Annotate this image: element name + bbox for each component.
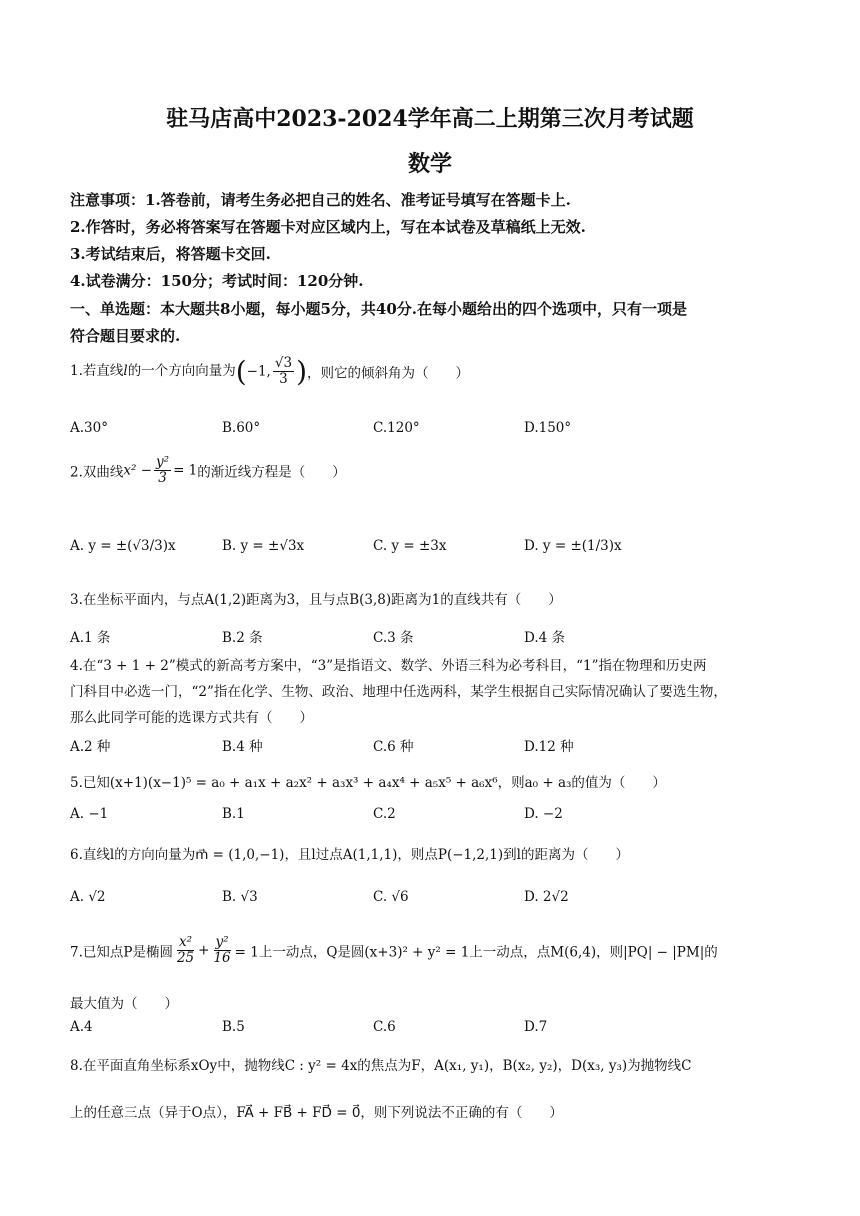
q1-pre: 1.若直线 bbox=[70, 363, 124, 379]
q5-option-b: B.1 bbox=[222, 806, 245, 822]
exam-title: 驻马店高中2023-2024学年高二上期第三次月考试题 bbox=[166, 106, 694, 132]
q2-option-c: C. y = ±3x bbox=[373, 538, 447, 554]
subject-title: 数学 bbox=[407, 151, 452, 177]
question-3-stem: 3.在坐标平面内，与点A(1,2)距离为3，且与点B(3,8)距离为1的直线共有（ ） bbox=[70, 592, 562, 608]
q5-option-a: A. −1 bbox=[70, 806, 109, 822]
q7-mid: = 1上一动点，Q是圆(x+3)² + y² = 1上一动点，点M(6,4)，则|PQ| − |PM|的 bbox=[234, 944, 718, 961]
notes-line-4: 4.试卷满分：150分；考试时间：120分钟. bbox=[70, 272, 364, 290]
q3-option-c: C.3 条 bbox=[373, 630, 414, 646]
q7-option-d: D.7 bbox=[524, 1019, 548, 1035]
section-heading-line-2: 符合题目要求的. bbox=[70, 327, 181, 345]
q2-pre: 2.双曲线 bbox=[70, 464, 124, 481]
question-4-line-2: 门科目中必选一门，“2”指在化学、生物、政治、地理中任选两科，某学生根据自己实际情况确认了要选生物， bbox=[70, 684, 727, 700]
q3-option-d: D.4 条 bbox=[524, 630, 566, 646]
q6-option-d: D. 2√2 bbox=[524, 889, 569, 905]
q7-frac-x bbox=[175, 935, 196, 966]
q6-option-b: B. √3 bbox=[222, 889, 258, 905]
q4-option-a: A.2 种 bbox=[70, 739, 111, 755]
q4-option-d: D.12 种 bbox=[524, 739, 574, 755]
question-8-line-1: 8.在平面直角坐标系xOy中，抛物线C : y² = 4x的焦点为F，A(x₁, y₁)，B(x₂, y₂)，D(x₃, y₃)为抛物线C bbox=[70, 1058, 692, 1074]
q1-frac-den: 3 bbox=[279, 371, 288, 387]
q2-frac bbox=[154, 455, 171, 486]
section-heading-line-1: 一、单选题：本大题共8小题，每小题5分，共40分.在每小题给出的四个选项中，只有一项是 bbox=[70, 300, 687, 318]
q2-expr-b: = 1 bbox=[173, 462, 198, 479]
q7-plus: + bbox=[198, 942, 210, 959]
q2-option-b: B. y = ±√3x bbox=[222, 538, 305, 554]
q4-option-c: C.6 种 bbox=[373, 739, 414, 755]
q6-option-c: C. √6 bbox=[373, 889, 409, 905]
question-5-stem: 5.已知(x+1)(x−1)⁵ = a₀ + a₁x + a₂x² + a₃x³ + a₄x⁴ + a₅x⁵ + a₆x⁶，则a₀ + a₃的值为（ ） bbox=[70, 775, 666, 791]
q2-option-a: A. y = ±(√3/3)x bbox=[70, 538, 176, 554]
q2-frac-den: 3 bbox=[158, 469, 167, 486]
question-7-line-2: 最大值为（ ） bbox=[70, 996, 178, 1012]
q7-frac-x-num: x² bbox=[179, 934, 193, 950]
question-4-line-3: 那么此同学可能的选课方式共有（ ） bbox=[70, 710, 313, 726]
q1-vec-frac bbox=[273, 356, 294, 387]
q1-option-c: C.120° bbox=[373, 420, 420, 436]
q1-vec-a: −1, bbox=[246, 363, 271, 380]
q7-frac-y-num: y² bbox=[215, 934, 229, 950]
question-7-stem bbox=[70, 935, 718, 966]
q1-option-a: A.30° bbox=[70, 420, 108, 436]
q4-option-b: B.4 种 bbox=[222, 739, 263, 755]
q7-option-c: C.6 bbox=[373, 1019, 396, 1035]
q2-post: 的渐近线方程是（ ） bbox=[197, 464, 346, 481]
q7-frac-y bbox=[211, 935, 232, 966]
q5-option-d: D. −2 bbox=[524, 806, 563, 822]
q7-option-b: B.5 bbox=[222, 1019, 245, 1035]
question-8-line-2: 上的任意三点（异于O点），FA⃗ + FB⃗ + FD⃗ = 0⃗，则下列说法不正确的有（ ） bbox=[70, 1105, 563, 1121]
q5-option-c: C.2 bbox=[373, 806, 396, 822]
notes-line-1: 注意事项：1.答卷前，请考生务必把自己的姓名、准考证号填写在答题卡上. bbox=[70, 191, 571, 209]
q7-pre: 7.已知点P是椭圆 bbox=[70, 944, 173, 961]
notes-line-2: 2.作答时，务必将答案写在答题卡对应区域内上，写在本试卷及草稿纸上无效. bbox=[70, 218, 586, 236]
q7-option-a: A.4 bbox=[70, 1019, 93, 1035]
question-1-stem: 1.若直线l的一个方向向量为(−1, $\frac{√3}{3}$ )，则它的倾斜角为（ ） bbox=[70, 355, 469, 388]
q3-option-b: B.2 条 bbox=[222, 630, 263, 646]
q1-frac-num: √3 bbox=[274, 355, 293, 372]
q1-post: ，则它的倾斜角为（ ） bbox=[307, 365, 469, 382]
question-2-stem bbox=[70, 455, 346, 486]
q3-option-a: A.1 条 bbox=[70, 630, 111, 646]
q2-frac-num: y² bbox=[156, 454, 170, 470]
q1-mid: 的一个方向向量为 bbox=[127, 363, 236, 379]
q2-expr-a: x² − bbox=[123, 462, 153, 479]
question-6-stem: 6.直线l的方向向量为m⃗ = (1,0,−1)，且l过点A(1,1,1)，则点P(−1,2,1)到l的距离为（ ） bbox=[70, 847, 629, 863]
q1-var: l bbox=[123, 363, 128, 379]
notes-line-3: 3.考试结束后，将答题卡交回. bbox=[70, 245, 271, 263]
q7-frac-x-den: 25 bbox=[176, 949, 195, 966]
question-4-line-1: 4.在“3 + 1 + 2”模式的新高考方案中，“3”是指语文、数学、外语三科为必考科目，“1”指在物理和历史两 bbox=[70, 658, 707, 674]
q7-frac-y-den: 16 bbox=[213, 949, 231, 966]
q6-option-a: A. √2 bbox=[70, 889, 106, 905]
q1-option-b: B.60° bbox=[222, 420, 261, 436]
q2-option-d: D. y = ±(1/3)x bbox=[524, 538, 622, 554]
q1-option-d: D.150° bbox=[524, 420, 572, 436]
